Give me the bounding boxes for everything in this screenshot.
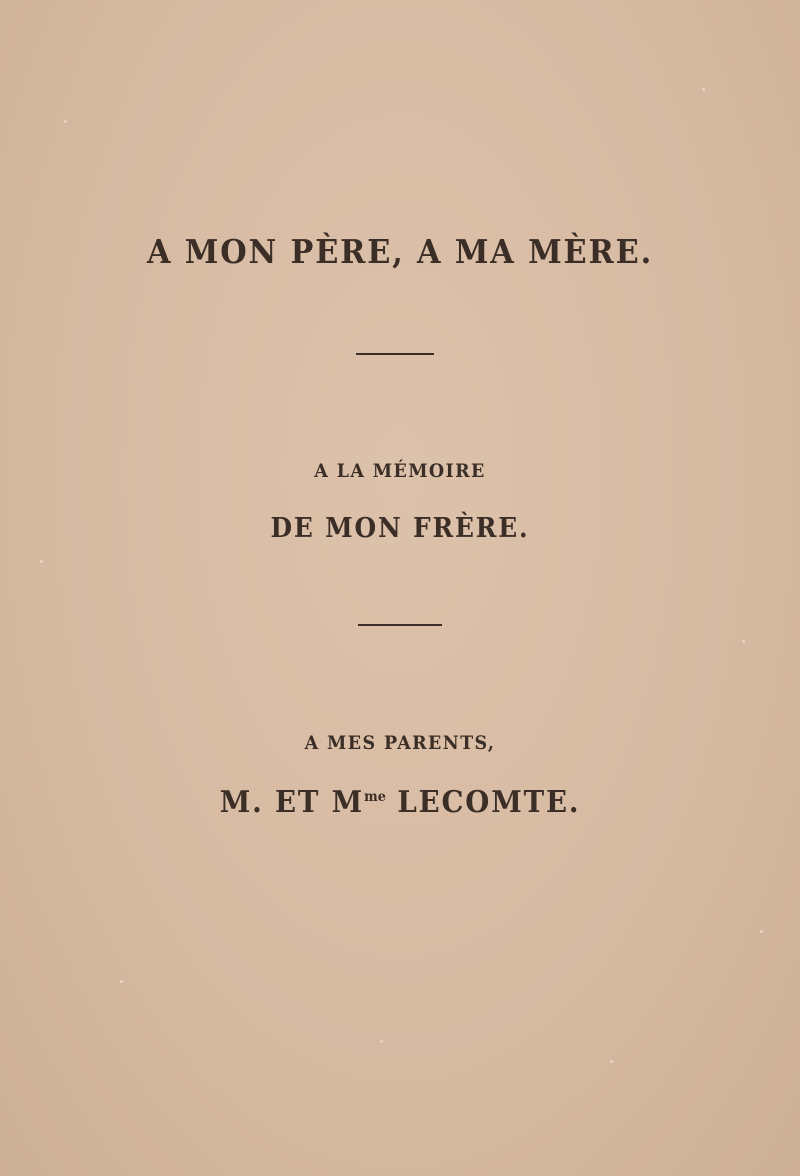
dedication-lecomte (32, 785, 768, 820)
lecomte-superscript: me (364, 789, 386, 805)
paper-speck (380, 1040, 383, 1043)
paper-speck (120, 980, 123, 983)
dedication-memory-intro: A LA MÉMOIRE (314, 460, 486, 482)
paper-speck (702, 88, 705, 91)
dedication-parents: A MON PÈRE, A MA MÈRE. (146, 232, 653, 271)
paper-speck (64, 120, 67, 123)
lecomte-prefix: M. ET M (219, 785, 365, 820)
paper-speck (760, 930, 763, 933)
dedication-relatives-intro: A MES PARENTS, (304, 732, 496, 754)
paper-speck (610, 1060, 613, 1063)
paper-speck (742, 640, 745, 643)
paper-speck (40, 560, 43, 563)
dedication-brother: DE MON FRÈRE. (270, 513, 530, 544)
lecomte-name: LECOMTE. (385, 785, 581, 820)
separator-rule (356, 353, 434, 355)
separator-rule (358, 624, 442, 626)
